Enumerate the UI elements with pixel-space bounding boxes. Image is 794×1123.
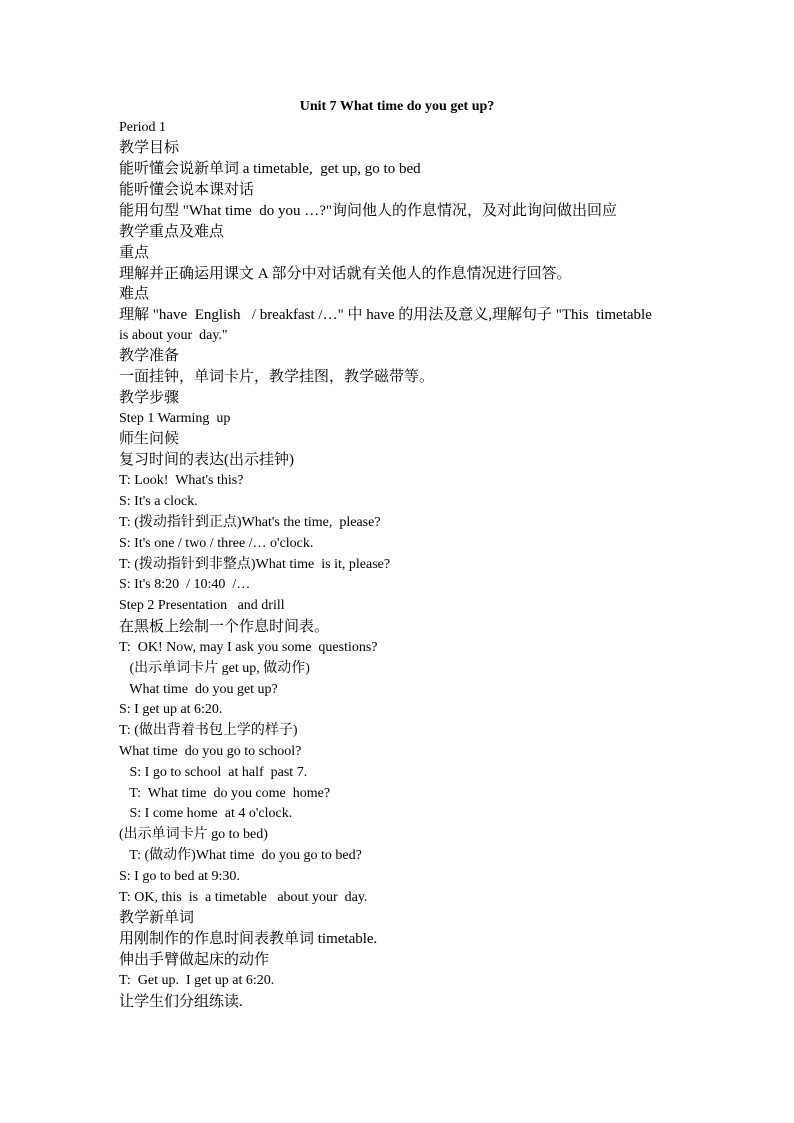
section-heading: 教学步骤 bbox=[119, 390, 180, 406]
dialogue-line: T: (拨动指针到正点)What's the time, please? bbox=[119, 515, 381, 530]
text-line: 能听懂会说新单词 a timetable, get up, go to bed bbox=[119, 161, 421, 177]
dialogue-line: T: What time do you come home? bbox=[119, 786, 331, 801]
page-title: Unit 7 What time do you get up? bbox=[299, 99, 495, 114]
section-heading: 教学重点及难点 bbox=[119, 224, 225, 240]
dialogue-line: What time do you get up? bbox=[119, 682, 278, 697]
section-heading: 重点 bbox=[119, 245, 150, 261]
dialogue-line: What time do you go to school? bbox=[119, 744, 302, 759]
section-heading: 教学目标 bbox=[119, 140, 180, 156]
dialogue-line: T: (拨动指针到非整点)What time is it, please? bbox=[119, 557, 391, 572]
dialogue-line: T: Look! What's this? bbox=[119, 473, 244, 488]
dialogue-line: S: I go to school at half past 7. bbox=[119, 765, 308, 780]
dialogue-line: S: I go to bed at 9:30. bbox=[119, 869, 240, 884]
text-line: 让学生们分组练读. bbox=[119, 994, 243, 1010]
section-heading: 教学新单词 bbox=[119, 910, 195, 926]
section-heading: 教学准备 bbox=[119, 348, 180, 364]
text-line: is about your day." bbox=[119, 328, 228, 343]
section-heading: 难点 bbox=[119, 286, 150, 302]
text-line: 复习时间的表达(出示挂钟) bbox=[119, 452, 294, 468]
text-line: Period 1 bbox=[119, 120, 167, 135]
text-line: 用刚制作的作息时间表教单词 timetable. bbox=[119, 931, 378, 947]
dialogue-line: T: OK, this is a timetable about your day. bbox=[119, 890, 368, 905]
dialogue-line: (出示单词卡片 go to bed) bbox=[119, 827, 268, 842]
dialogue-line: S: I get up at 6:20. bbox=[119, 702, 223, 717]
step-heading: Step 1 Warming up bbox=[119, 411, 231, 426]
text-line: 伸出手臂做起床的动作 bbox=[119, 952, 270, 968]
dialogue-line: T: Get up. I get up at 6:20. bbox=[119, 973, 275, 988]
dialogue-line: S: It's a clock. bbox=[119, 494, 198, 509]
dialogue-line: (出示单词卡片 get up, 做动作) bbox=[119, 661, 310, 676]
dialogue-line: S: It's one / two / three /… o'clock. bbox=[119, 536, 314, 551]
step-heading: Step 2 Presentation and drill bbox=[119, 598, 285, 613]
text-line: 理解并正确运用课文 A 部分中对话就有关他人的作息情况进行回答。 bbox=[119, 266, 572, 282]
dialogue-line: T: (做动作)What time do you go to bed? bbox=[119, 848, 362, 863]
text-line: 在黑板上绘制一个作息时间表。 bbox=[119, 619, 330, 635]
dialogue-line: T: (做出背着书包上学的样子) bbox=[119, 723, 298, 738]
text-line: 师生问候 bbox=[119, 431, 180, 447]
text-line: 能用句型 "What time do you …?"询问他人的作息情况，及对此询问做出回应 bbox=[119, 203, 618, 219]
text-line: 理解 "have English / breakfast /…" 中 have 的用法及意义,理解句子 "This timetable bbox=[119, 307, 652, 323]
dialogue-line: S: It's 8:20 / 10:40 /… bbox=[119, 577, 251, 592]
dialogue-line: S: I come home at 4 o'clock. bbox=[119, 806, 293, 821]
text-line: 能听懂会说本课对话 bbox=[119, 182, 255, 198]
dialogue-line: T: OK! Now, may I ask you some questions? bbox=[119, 640, 378, 655]
text-line: 一面挂钟，单词卡片，教学挂图，教学磁带等。 bbox=[119, 369, 435, 385]
